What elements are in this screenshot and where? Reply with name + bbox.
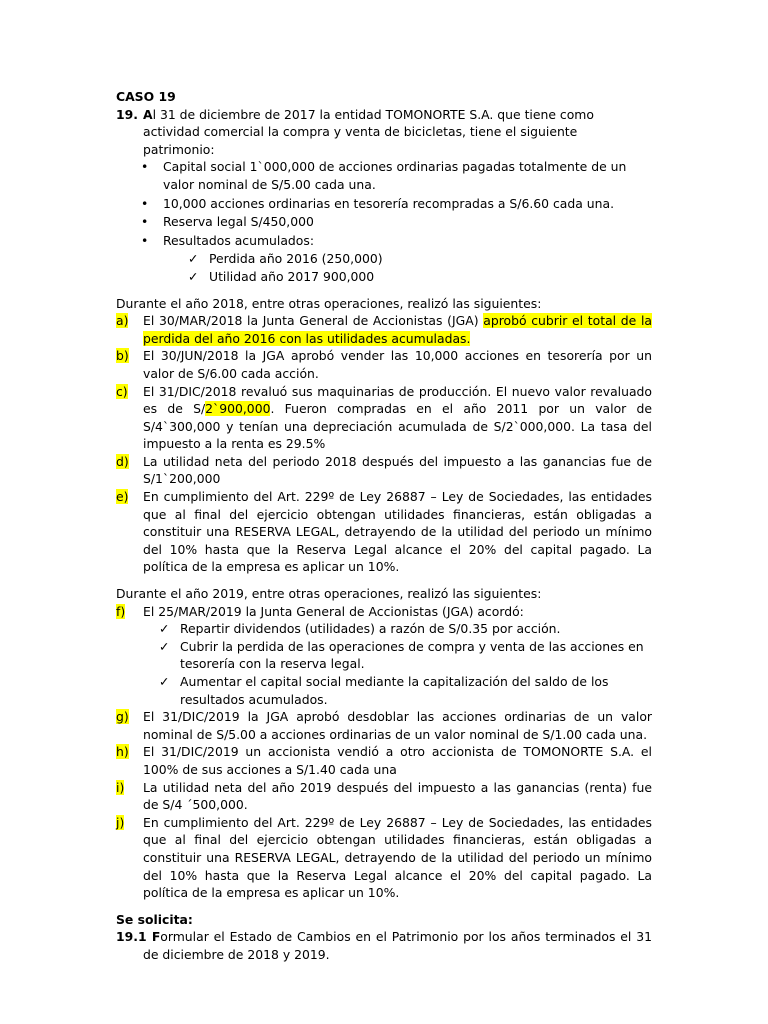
- list-item: • Capital social 1`000,000 de acciones ordinarias pagadas totalmente de un valor nominal de S/5.00 cada una.: [141, 159, 627, 192]
- request-text: ormular el Estado de Cambios en el Patrimonio por los años terminados el 31 de diciembre de 2018 y 2019.: [143, 929, 652, 962]
- list-item-i: i) La utilidad neta del año 2019 después del impuesto a las ganancias (renta) fue de S/4 ´500,000.: [116, 779, 652, 813]
- item-label-f: f): [116, 603, 126, 619]
- list-item: • Reserva legal S/450,000: [141, 214, 314, 230]
- item-label-j: j): [116, 814, 125, 830]
- list-item: • Resultados acumulados:: [141, 232, 315, 248]
- jga-agreements-list: [143, 620, 652, 708]
- patrimony-list: [116, 158, 652, 249]
- list-item-h: h) El 31/DIC/2019 un accionista vendió a otro accionista de TOMONORTE S.A. el 100% de sus acciones a S/1.40 cada una: [116, 744, 652, 777]
- list-item: ✓ Aumentar el capital social mediante la capitalización del saldo de los resultados acumulados.: [159, 674, 609, 707]
- checkmark-icon: ✓: [159, 674, 170, 689]
- request-heading: Se solicita:: [116, 911, 193, 927]
- problem-intro: [116, 106, 652, 124]
- list-item-a: a) El 30/MAR/2018 la Junta General de Accionistas (JGA) aprobó cubrir el total de la perdida del año 2016 con las utilidades acumuladas.: [116, 313, 652, 346]
- results-list: [116, 250, 652, 285]
- highlighted-text: 2`900,000: [205, 401, 271, 417]
- list-item-d: d) La utilidad neta del periodo 2018 después del impuesto a las ganancias fue de S/1`200,000: [116, 453, 652, 487]
- operations-2019: [116, 603, 652, 902]
- item-label-i: i): [116, 779, 125, 795]
- item-label-c: c): [116, 383, 128, 399]
- bullet-icon: •: [141, 214, 149, 230]
- case-title: CASO 19: [116, 89, 176, 104]
- problem-intro-text: l 31 de diciembre de 2017 la entidad TOMONORTE S.A. que tiene como: [152, 106, 594, 122]
- highlighted-text: aprobó cubrir el total de la perdida del año 2016 con las utilidades acumuladas.: [143, 313, 652, 346]
- year-2018-intro: Durante el año 2018, entre otras operaciones, realizó las siguientes:: [116, 295, 542, 311]
- list-item: ✓ Cubrir la perdida de las operaciones de compra y venta de las acciones en tesorería con la reserva legal.: [159, 638, 644, 672]
- list-item: ✓ Perdida año 2016 (250,000): [188, 251, 383, 267]
- list-item-c: c) El 31/DIC/2018 revaluó sus maquinarias de producción. El nuevo valor revaluado es de S/2`900,000. Fueron compradas en el año 2011 por un valor de S/4`300,000 y tenían una depreciación acumulada de S/2`000,000. La tasa del impuesto a la renta es 29.5%: [116, 383, 652, 452]
- item-label-b: b): [116, 348, 129, 364]
- item-label-h: h): [116, 744, 129, 760]
- item-label-a: a): [116, 313, 129, 329]
- list-item: ✓ Repartir dividendos (utilidades) a razón de S/0.35 por acción.: [159, 621, 561, 637]
- problem-intro-line2: actividad comercial la compra y venta de bicicletas, tiene el siguiente: [143, 124, 578, 140]
- list-item-b: b) El 30/JUN/2018 la JGA aprobó vender las 10,000 acciones en tesorería por un valor de S/6.00 cada acción.: [116, 348, 652, 381]
- bullet-icon: •: [141, 232, 149, 248]
- bullet-icon: •: [141, 159, 149, 175]
- request-item: [116, 928, 652, 963]
- list-item-g: g) El 31/DIC/2019 la JGA aprobó desdoblar las acciones ordinarias de un valor nominal de S/5.00 a acciones ordinarias de un valor nominal de S/1.00 cada una.: [116, 709, 652, 742]
- operations-2018: [116, 312, 652, 576]
- problem-intro-line3: patrimonio:: [143, 141, 215, 157]
- list-item: • 10,000 acciones ordinarias en tesorería recompradas a S/6.60 cada una.: [141, 195, 615, 211]
- year-2019-intro: Durante el año 2019, entre otras operaciones, realizó las siguientes:: [116, 586, 542, 602]
- list-item-f: f) El 25/MAR/2019 la Junta General de Accionistas (JGA) acordó: ✓ Repartir dividendos (utilidades) a razón de S/0.35 por acción. ✓ Cubrir la perdida de las operaciones de compra y venta de las acciones en tesorería con la reserva legal. ✓ Aumentar el capital social mediante la capitalización del saldo de los resultados acumulados.: [116, 603, 652, 709]
- checkmark-icon: ✓: [159, 621, 170, 637]
- list-item-j: j) En cumplimiento del Art. 229º de Ley 26887 – Ley de Sociedades, las entidades que al final del ejercicio obtengan utilidades financieras, están obligadas a constituir una RESERVA LEGAL, detrayendo de la utilidad del periodo un mínimo del 10% hasta que la Reserva Legal alcance el 20% del capital pagado. La política de la empresa es aplicar un 10%.: [116, 814, 652, 901]
- problem-number: 19.: [116, 106, 138, 122]
- list-item-e: e) En cumplimiento del Art. 229º de Ley 26887 – Ley de Sociedades, las entidades que al final del ejercicio obtengan utilidades financieras, están obligadas a constituir una RESERVA LEGAL, detrayendo de la utilidad del periodo un mínimo del 10% hasta que la Reserva Legal alcance el 20% del capital pagado. La política de la empresa es aplicar un 10%.: [116, 489, 652, 575]
- item-label-e: e): [116, 489, 129, 505]
- item-label-d: d): [116, 453, 129, 469]
- document-content: [116, 88, 652, 964]
- checkmark-icon: ✓: [188, 268, 199, 284]
- checkmark-icon: ✓: [159, 638, 170, 654]
- list-item: ✓ Utilidad año 2017 900,000: [188, 268, 375, 284]
- checkmark-icon: ✓: [188, 251, 199, 267]
- request-number: 19.1 F: [116, 929, 161, 945]
- bullet-icon: •: [141, 195, 149, 211]
- problem-first-letter: A: [143, 106, 153, 122]
- item-label-g: g): [116, 709, 129, 725]
